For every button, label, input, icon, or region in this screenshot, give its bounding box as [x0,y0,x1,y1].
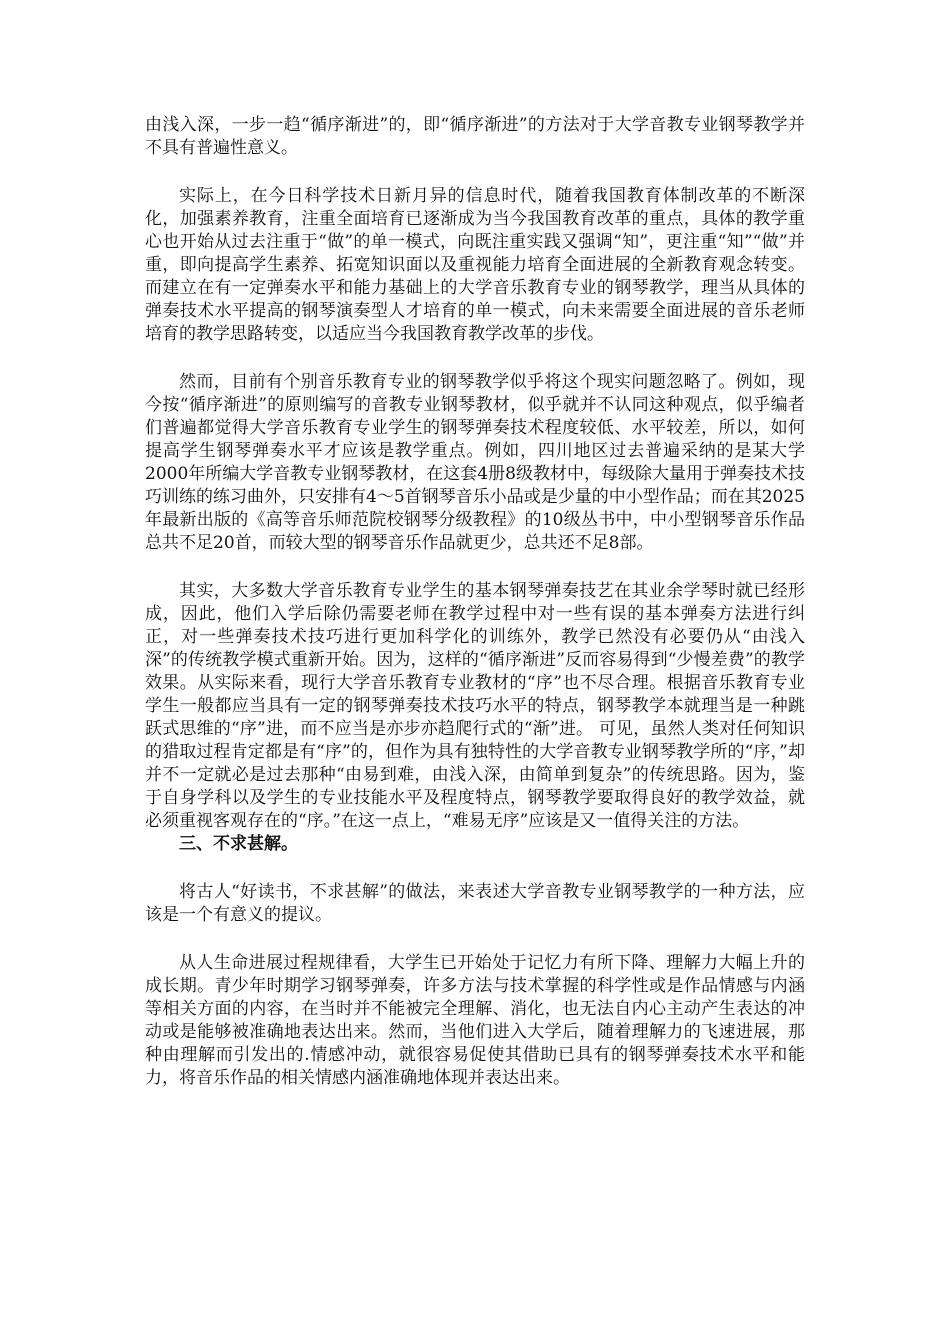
paragraph-1: 由浅入深，一步一趋“循序渐进”的，即“循序渐进”的方法对于大学音教专业钢琴教学并不具有普遍性意义。 [145,115,805,158]
section-heading: 三、不求甚解。 [179,834,298,854]
paragraph-5: 将古人“好读书，不求甚解”的做法，来表述大学音教专业钢琴教学的一种方法，应该是一个有意义的提议。 [145,882,805,925]
paragraph-2: 实际上，在今日科学技术日新月异的信息时代，随着我国教育体制改革的不断深化，加强素养教育，注重全面培育已逐渐成为当今我国教育改革的重点，具体的教学重心也开始从过去注重于“做”的单一模式，向既注重实践又强调“知”，更注重“知”“做”并重，即向提高学生素养、拓宽知识面以及重视能力培育全面进展的全新教育观念转变。而建立在有一定弹奏水平和能力基础上的大学音乐教育专业的钢琴教学，理当从具体的弹奏技术水平提高的钢琴演奏型人才培育的单一模式，向未来需要全面进展的音乐老师培育的教学思路转变，以适应当今我国教育教学改革的步伐。 [145,186,805,344]
document-body [145,114,805,1090]
paragraph-4: 其实，大多数大学音乐教育专业学生的基本钢琴弹奏技艺在其业余学琴时就已经形成，因此，他们入学后除仍需要老师在教学过程中对一些有误的基本弹奏方法进行纠正，对一些弹奏技术技巧进行更加科学化的训练外，教学已然没有必要仍从“由浅入深”的传统教学模式重新开始。因为，这样的“循序渐进”反而容易得到“少慢差费”的教学效果。从实际来看，现行大学音乐教育专业教材的“序”也不尽合理。根据音乐教育专业学生一般都应当具有一定的钢琴弹奏技术技巧水平的特点，钢琴教学本就理当是一种跳跃式思维的“序”进，而不应当是亦步亦趋爬行式的“渐”进。 可见，虽然人类对任何知识的猎取过程肯定都是有“序”的，但作为具有独特性的大学音教专业钢琴教学所的“序，”却并不一定就必是过去那种“由易到难，由浅入深，由简单到复杂”的传统思路。因为，鉴于自身学科以及学生的专业技能水平及程度特点，钢琴教学要取得良好的教学效益，就必须重视客观存在的“序。”在这一点上，“难易无序”应该是又一值得关注的方法。 [145,581,805,831]
paragraph-3: 然而，目前有个别音乐教育专业的钢琴教学似乎将这个现实问题忽略了。例如，现今按“循序渐进”的原则编写的音教专业钢琴教材，似乎就并不认同这种观点，似乎编者们普遍都觉得大学音乐教育专业学生的钢琴弹奏技术程度较低、水平较差，所以，如何提高学生钢琴弹奏水平才应该是教学重点。例如，四川地区过去普遍采纳的是某大学2000年所编大学音教专业钢琴教材，在这套4册8级教材中，每级除大量用于弹奏技术技巧训练的练习曲外，只安排有4～5首钢琴音乐小品或是少量的中小型作品；而在其2025年最新出版的《高等音乐师范院校钢琴分级教程》的10级丛书中，中小型钢琴音乐作品总共不足20首，而较大型的钢琴音乐作品就更少，总共还不足8部。 [145,372,805,553]
paragraph-6: 从人生命进展过程规律看，大学生已开始处于记忆力有所下降、理解力大幅上升的成长期。青少年时期学习钢琴弹奏，许多方法与技术掌握的科学性或是作品情感与内涵等相关方面的内容，在当时并不能被完全理解、消化，也无法自内心主动产生表达的冲动或是能够被准确地表达出来。然而，当他们进入大学后，随着理解力的飞速进展，那种由理解而引发出的.情感冲动，就很容易促使其借助已具有的钢琴弹奏技术水平和能力，将音乐作品的相关情感内涵准确地体现并表达出来。 [145,953,805,1088]
